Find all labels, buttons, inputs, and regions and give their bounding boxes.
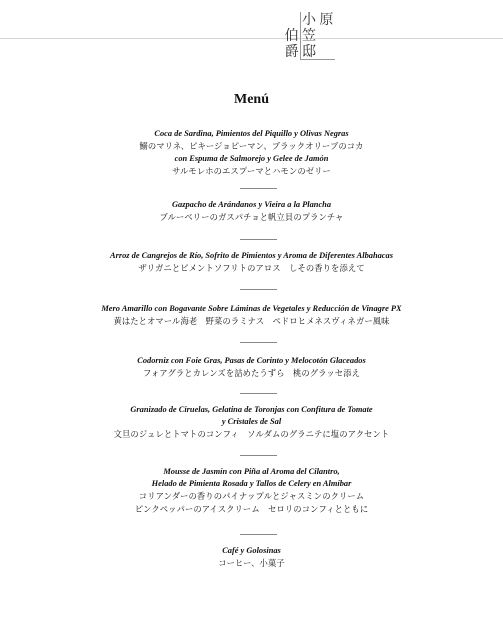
course-line-jp: サルモレホのエスプーマとハモンのゼリー bbox=[172, 166, 331, 176]
course-line-es: con Espuma de Salmorejo y Gelee de Jamón bbox=[174, 154, 329, 163]
course-line-es: Helado de Pimienta Rosada y Tallos de Celery en Almíbar bbox=[151, 479, 352, 488]
course-line-es: Codorniz con Foie Gras, Pasas de Corinto y Melocotón Glaceados bbox=[137, 356, 366, 365]
course-1 bbox=[0, 128, 503, 178]
course-line-es: Gazpacho de Arándanos y Vieira a la Plancha bbox=[171, 200, 332, 209]
logo-seal bbox=[283, 12, 335, 60]
course-line-es: Arroz de Cangrejos de Río, Sofrito de Pimientos y Aroma de Diferentes Albahacas bbox=[110, 251, 393, 260]
scan-edge-line bbox=[0, 38, 503, 39]
course-7 bbox=[0, 466, 503, 516]
divider bbox=[240, 289, 277, 290]
course-line-es: y Cristales de Sal bbox=[221, 417, 282, 426]
course-4 bbox=[0, 303, 503, 328]
course-3 bbox=[0, 250, 503, 275]
course-5 bbox=[0, 355, 503, 380]
course-line-jp: フォアグラとカレンズを詰めたうずら 桃のグラッセ添え bbox=[142, 368, 361, 378]
course-line-jp: 鰯のマリネ、ピキージョピーマン、ブラックオリーブのコカ bbox=[139, 141, 364, 151]
seal-char: 小 bbox=[301, 12, 316, 28]
divider bbox=[240, 455, 277, 456]
seal-char: 爵 bbox=[284, 44, 299, 60]
divider bbox=[240, 534, 277, 535]
course-line-es: Café y Golosinas bbox=[222, 546, 281, 555]
divider bbox=[240, 239, 277, 240]
course-line-jp: ピンクペッパーのアイスクリーム セロリのコンフィとともに bbox=[134, 504, 369, 514]
course-line-jp: 文旦のジュレとトマトのコンフィ ソルダムのグラニテに塩のアクセント bbox=[113, 429, 390, 439]
seal-char: 邸 bbox=[301, 44, 316, 60]
divider bbox=[240, 342, 277, 343]
seal-frame bbox=[300, 12, 335, 60]
course-line-jp: 黄はたとオマール海老 野菜のラミナス ペドロヒメネスヴィネガー風味 bbox=[113, 316, 390, 326]
course-line-jp: コーヒー、小菓子 bbox=[218, 558, 285, 568]
course-line-jp: コリアンダーの香りのパイナップルとジャスミンのクリーム bbox=[138, 491, 365, 501]
course-line-es: Coca de Sardina, Pimientos del Piquillo y Olivas Negras bbox=[154, 129, 349, 138]
course-line-es: Mousse de Jasmín con Piña al Aroma del Cilantro, bbox=[163, 467, 340, 476]
divider bbox=[240, 188, 277, 189]
seal-char: 伯 bbox=[284, 28, 299, 44]
course-line-jp: ザリガニとピメントソフリトのアロス しその香りを添えて bbox=[138, 263, 365, 273]
divider bbox=[240, 393, 277, 394]
course-line-es: Mero Amarillo con Bogavante Sobre Láminas de Vegetales y Reducción de Vinagre PX bbox=[101, 304, 402, 313]
course-line-jp: ブルーベリーのガスパチョと帆立貝のプランチャ bbox=[159, 212, 344, 222]
course-line-es: Granizado de Ciruelas, Gelatina de Toronjas con Confitura de Tomate bbox=[130, 405, 373, 414]
seal-char: 笠 bbox=[301, 28, 316, 44]
seal-char: 原 bbox=[319, 12, 334, 28]
course-6 bbox=[0, 404, 503, 441]
menu-title: Menú bbox=[234, 92, 269, 107]
course-8 bbox=[0, 545, 503, 570]
course-2 bbox=[0, 199, 503, 224]
